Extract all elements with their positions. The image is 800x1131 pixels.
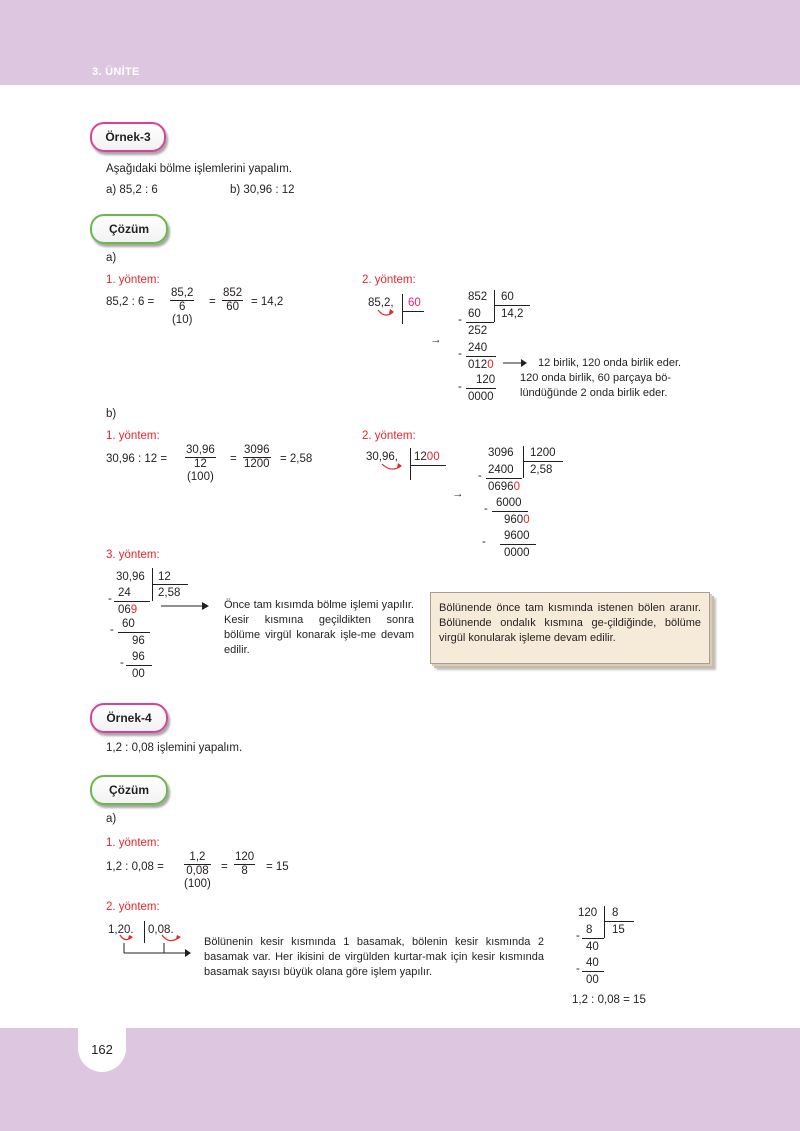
- a-arrow: →: [430, 334, 442, 346]
- a-ld-r1: 60: [468, 308, 481, 320]
- a-method2-title: 2. yöntem:: [362, 274, 416, 286]
- a-ld-r6: 0000: [468, 391, 494, 403]
- ornek3-intro: Aşağıdaki bölme işlemlerini yapalım.: [106, 163, 292, 175]
- c2-m2-dividend: 1,20.: [108, 924, 134, 936]
- m3-quotient: 2,58: [158, 587, 181, 599]
- c2-method1-title: 1. yöntem:: [106, 837, 160, 849]
- a-ld-dividend: 852: [468, 291, 488, 303]
- c2-result: 1,2 : 0,08 = 15: [572, 994, 646, 1006]
- m3-r2-brought: 9: [130, 604, 138, 616]
- b-m1-fraction1: [185, 444, 216, 484]
- b-m1-num1: 30,96: [186, 444, 215, 456]
- b-ld-sub2: [492, 511, 528, 512]
- c2-ld-dividend: 120: [578, 907, 598, 919]
- m3-sub2: [118, 632, 150, 633]
- c2-ld-r1: 8: [586, 924, 593, 936]
- m3-minus3: -: [120, 657, 124, 669]
- b-ld-r4-digits: 960: [504, 514, 524, 526]
- m3-r2: [118, 603, 137, 617]
- b-ld-dividend: 3096: [488, 447, 514, 459]
- a-m1-den2: 60: [226, 301, 239, 313]
- c2-ld-sub1: [582, 938, 604, 939]
- part-b-marker: b): [106, 408, 117, 420]
- c2-m1-num1: 1,2: [184, 851, 211, 865]
- m3-r4: 96: [132, 635, 145, 647]
- a-ld-vline: [494, 290, 495, 322]
- a-ld-r3: 240: [468, 342, 488, 354]
- a-m2-division-bar: [402, 311, 424, 312]
- c2-m2-explanation: Bölünenin kesir kısmında 1 basamak, bölenin kesir kısmında 2 basamak var. Her ikisini de virgülden kurtar-mak için kesir kısmında basamak sayısı büyük olana göre işlem yapılır.: [204, 936, 544, 978]
- a-ld-note-arrow: [502, 358, 528, 368]
- ornek3-label: Örnek-3: [90, 122, 166, 152]
- b-m1-mult: (100): [186, 471, 214, 483]
- c2-ld-r3: 40: [586, 957, 599, 969]
- cozum1-label: Çözüm: [90, 214, 168, 244]
- a-m2-divisor: 60: [408, 297, 421, 309]
- c2-m2-divisor: 0,08.: [148, 924, 174, 936]
- a-m1-den1: 6: [178, 301, 186, 313]
- note-text: Bölünende önce tam kısmında istenen bölen aranır. Bölünende ondalık kısmına ge-çildiğinde, bölüme virgül konularak işleme devam edilir.: [439, 602, 701, 644]
- c2-ld-quotient: 15: [612, 924, 625, 936]
- a-ld-r2: 252: [468, 325, 488, 337]
- a-m1-result: = 14,2: [251, 296, 284, 308]
- a-method1-title: 1. yöntem:: [106, 274, 160, 286]
- b-ld-vline: [523, 446, 524, 478]
- b-m1-den1: 12: [193, 458, 207, 470]
- a-m1-eq: =: [209, 296, 216, 308]
- a-ld-minus1: -: [458, 314, 462, 326]
- a-ld-divisor: 60: [501, 291, 514, 303]
- note-box: [430, 592, 710, 664]
- c2-m1-result: = 15: [266, 861, 289, 873]
- m3-r6: 00: [132, 668, 145, 680]
- c2-method2-title: 2. yöntem:: [106, 901, 160, 913]
- c2-m1-mult: (100): [184, 878, 211, 890]
- m3-r2-digits: 06: [118, 604, 131, 616]
- b-m2-division-bar: [410, 465, 446, 466]
- c2-m1-num2: 120: [235, 851, 255, 863]
- b-m1-lhs: 30,96 : 12 =: [106, 453, 168, 465]
- c2-ld-r2: 40: [586, 941, 599, 953]
- b-m2-comma-arrow: [380, 460, 408, 474]
- b-ld-r2: [488, 480, 520, 494]
- b-arrow: →: [452, 488, 464, 500]
- c2-ld-hline: [604, 921, 634, 922]
- c2-ld-r4: 00: [586, 974, 599, 986]
- c2-m1-lhs: 1,2 : 0,08 =: [106, 861, 164, 873]
- a-m2-division-line: [402, 294, 403, 324]
- b-m2-dividend: 30,96,: [366, 451, 398, 463]
- cozum2-label: Çözüm: [90, 775, 168, 805]
- a-ld-hline: [494, 305, 530, 306]
- a-ld-r4: [468, 358, 494, 372]
- b-ld-sub3: [500, 544, 536, 545]
- m3-explanation: Önce tam kısımda bölme işlemi yapılır. Kesir kısmına geçildikten sonra bölüme virgül konarak işle-me devam edilir.: [224, 599, 414, 656]
- b-ld-minus2: -: [484, 503, 488, 515]
- m3-dividend: 30,96: [116, 571, 145, 583]
- a-m1-fraction2: [222, 287, 243, 314]
- b-ld-divisor: 1200: [530, 447, 556, 459]
- a-m1-num2: 852: [223, 287, 243, 299]
- b-m1-num2: 3096: [244, 444, 270, 456]
- b-method2-title: 2. yöntem:: [362, 430, 416, 442]
- m3-sub1: [114, 601, 150, 602]
- a-m2-dividend: 85,2,: [368, 297, 394, 309]
- b-ld-r2-digits: 0696: [488, 481, 514, 493]
- b-ld-r2-brought: 0: [513, 481, 520, 493]
- b-ld-quotient: 2,58: [530, 464, 553, 476]
- a-m2-comma-arrow: [376, 306, 400, 320]
- ornek3-part-a: a) 85,2 : 6: [106, 184, 158, 196]
- c2-ld-minus1: -: [576, 930, 580, 942]
- m3-sub3: [126, 665, 152, 666]
- m3-divisor: 12: [158, 571, 171, 583]
- m3-r1: 24: [118, 587, 131, 599]
- b-ld-r4-brought: 0: [523, 514, 530, 526]
- b-ld-r1: 2400: [488, 464, 514, 476]
- b-method1-title: 1. yöntem:: [106, 430, 160, 442]
- a-m1-fraction1: [170, 287, 194, 327]
- c2-ld-sub2: [582, 971, 604, 972]
- c2-ld-vline: [604, 906, 605, 938]
- b-ld-minus1: -: [478, 470, 482, 482]
- c2-m1-fraction1: [184, 851, 211, 891]
- b-ld-r6: 0000: [504, 547, 530, 559]
- c2-m1-den1: 0,08: [186, 865, 209, 877]
- a-ld-sub1: [466, 322, 494, 323]
- m3-hline: [152, 584, 188, 585]
- b-ld-r3: 6000: [496, 497, 522, 509]
- ornek4-intro: 1,2 : 0,08 işlemini yapalım.: [106, 742, 243, 754]
- b-m1-fraction2: [243, 444, 271, 471]
- b-method3-title: 3. yöntem:: [106, 549, 160, 561]
- b-m2-division-line: [410, 448, 411, 480]
- a-ld-sub2: [466, 356, 496, 357]
- b-m1-den2: 1200: [244, 458, 270, 470]
- b-m2-divisor-zeros: 00: [426, 451, 440, 463]
- c2-m2-arrows: [114, 933, 192, 961]
- c2-ld-divisor: 8: [612, 907, 619, 919]
- a-ld-quotient: 14,2: [501, 308, 524, 320]
- b-m1-result: = 2,58: [280, 453, 313, 465]
- a-ld-r4-brought: 0: [487, 359, 494, 371]
- c2-part-a-marker: a): [106, 813, 117, 825]
- c2-m1-fraction2: [234, 851, 255, 878]
- a-m1-lhs: 85,2 : 6 =: [106, 296, 155, 308]
- a-note-line1: 12 birlik, 120 onda birlik eder.: [538, 357, 682, 369]
- m3-r5: 96: [132, 651, 145, 663]
- a-m1-num1: 85,2: [171, 287, 194, 299]
- a-ld-r4-digits: 012: [468, 359, 488, 371]
- c2-m1-eq: =: [221, 861, 228, 873]
- b-m1-eq: =: [230, 453, 237, 465]
- a-ld-minus2: -: [458, 348, 462, 360]
- b-m2-divisor-digits: 12: [414, 451, 427, 463]
- page-number: 162: [91, 1042, 113, 1057]
- m3-minus1: -: [108, 593, 112, 605]
- a-ld-sub3: [466, 388, 496, 389]
- b-ld-minus3: -: [482, 536, 486, 548]
- b-m2-divisor: [414, 450, 440, 464]
- m3-note-arrow: [160, 600, 210, 612]
- c2-ld-minus2: -: [576, 963, 580, 975]
- part-a-marker: a): [106, 252, 117, 264]
- ornek3-part-b: b) 30,96 : 12: [230, 184, 295, 196]
- a-note-line2: 120 onda birlik, 60 parçaya bö-: [520, 372, 672, 384]
- a-ld-r5: 120: [476, 374, 496, 386]
- m3-minus2: -: [110, 624, 114, 636]
- unit-label: 3. ÜNİTE: [92, 66, 140, 78]
- b-ld-hline: [523, 461, 563, 462]
- b-ld-sub1: [486, 478, 522, 479]
- a-m1-mult: (10): [171, 314, 193, 326]
- b-ld-r4: [504, 513, 530, 527]
- a-note-line3: lündüğünde 2 onda birlik eder.: [520, 387, 668, 399]
- m3-r3: 60: [122, 618, 135, 630]
- a-ld-minus3: -: [458, 381, 462, 393]
- ornek4-label: Örnek-4: [90, 703, 168, 733]
- b-ld-r5: 9600: [504, 530, 530, 542]
- c2-m1-den2: 8: [241, 865, 248, 877]
